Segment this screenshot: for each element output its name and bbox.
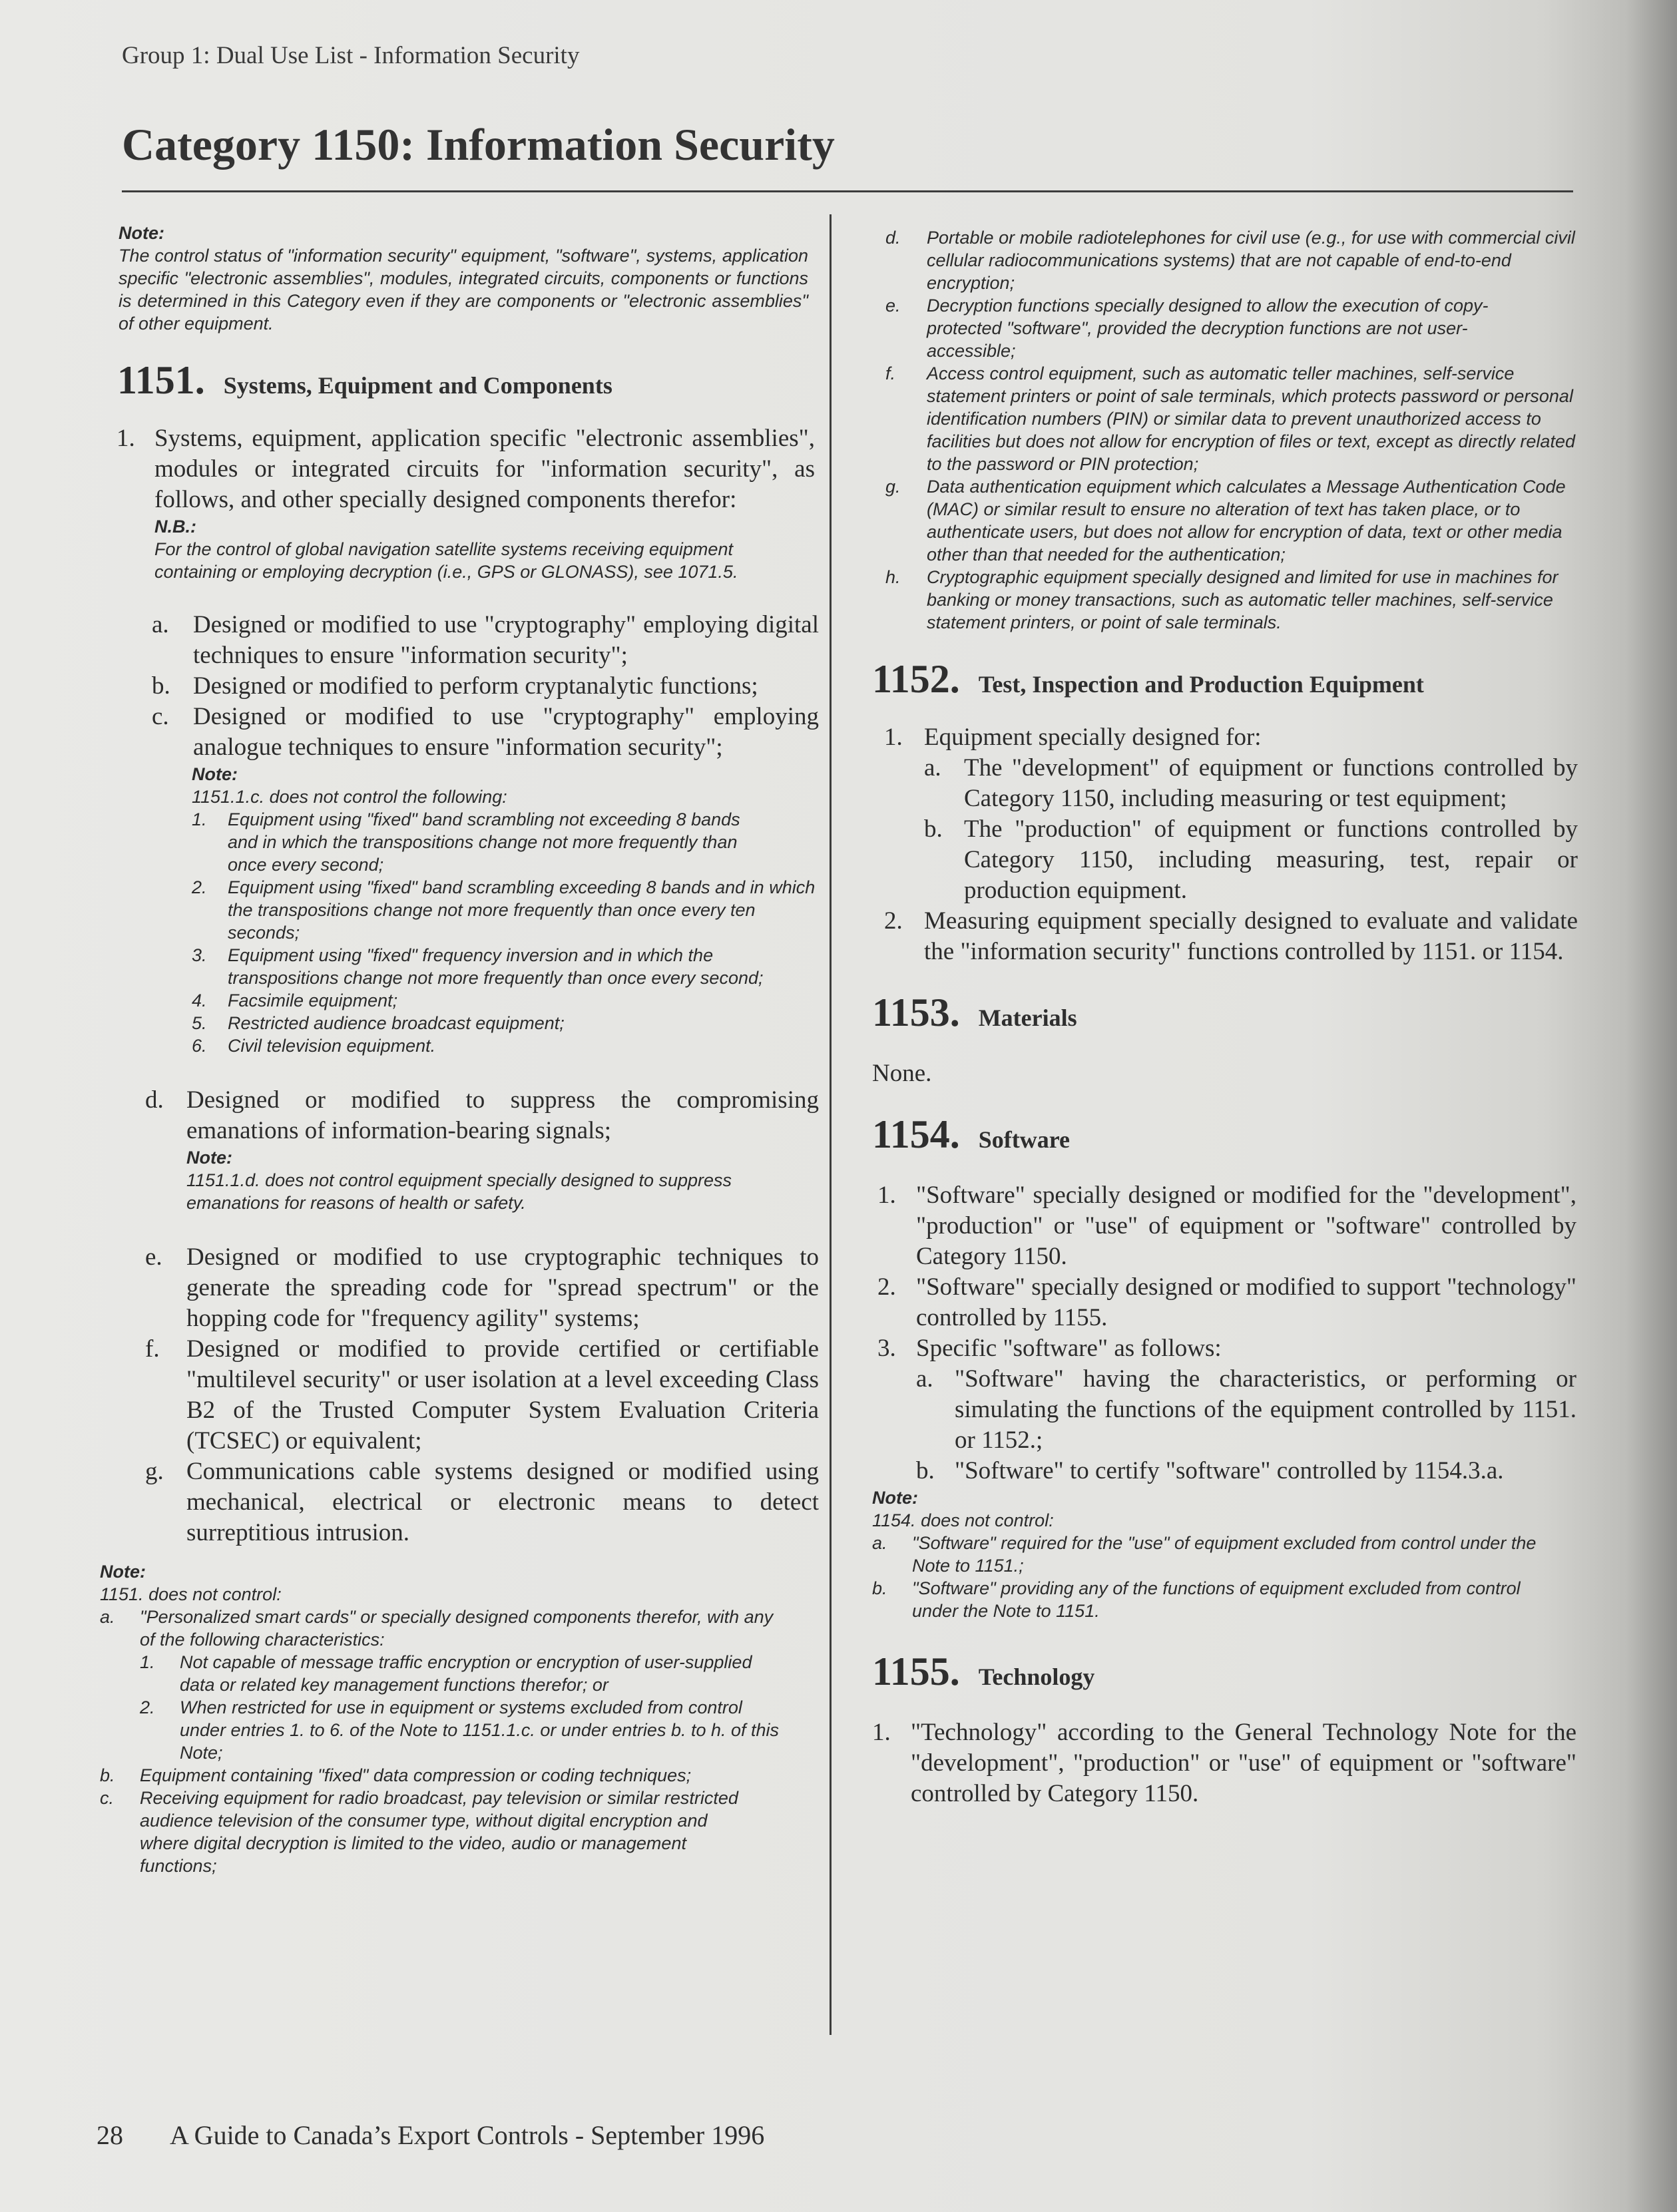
note-list-item bbox=[192, 808, 818, 876]
note-1151 bbox=[100, 1560, 792, 1877]
item-marker: 1. bbox=[872, 1719, 891, 1746]
note-marker: 5. bbox=[192, 1013, 207, 1033]
item-marker: d. bbox=[145, 1086, 164, 1114]
note-list-item-f bbox=[872, 362, 1578, 475]
item-text: "Software" having the characteristics, or performing or simulating the functions of the equipment controlled by 1151. or 1152.; bbox=[955, 1365, 1576, 1454]
item-text: Systems, equipment, application specific "electronic assemblies", modules or integrated circuits for "information security", as follows, and other specially designed components therefor: bbox=[154, 425, 815, 513]
note-item-text: Restricted audience broadcast equipment; bbox=[228, 1013, 565, 1033]
section-1151-body bbox=[100, 423, 819, 1548]
note-item-text: Receiving equipment for radio broadcast, pay television or similar restricted audience television of the consumer type, without digital encryption and where digital decryption is limited to the video, audio or management functions; bbox=[140, 1788, 738, 1876]
note-list-item-a bbox=[100, 1606, 792, 1651]
item-text: Designed or modified to use "cryptography" employing digital techniques to ensure "information security"; bbox=[193, 611, 819, 669]
section-title: Software bbox=[978, 1126, 1071, 1153]
note-marker: 1. bbox=[140, 1652, 155, 1672]
note-marker: a. bbox=[100, 1607, 115, 1627]
item-text: Equipment specially designed for: bbox=[924, 724, 1262, 751]
note-marker: b. bbox=[100, 1765, 115, 1785]
list-item-e bbox=[145, 1242, 819, 1334]
item-text: "Software" specially designed or modified to support "technology" controlled by 1155. bbox=[916, 1273, 1576, 1331]
note-marker: 2. bbox=[192, 877, 207, 897]
list-item-g bbox=[145, 1456, 819, 1548]
list-item-d bbox=[145, 1085, 819, 1146]
note-marker: a. bbox=[872, 1533, 887, 1553]
list-item-b bbox=[916, 1456, 1578, 1486]
list-item-c bbox=[152, 702, 819, 763]
list-item-1 bbox=[117, 423, 819, 515]
list-item-a bbox=[916, 1364, 1578, 1456]
note-marker: f. bbox=[885, 363, 896, 383]
column-divider bbox=[830, 214, 832, 2035]
note-text: 1151.1.d. does not control equipment specially designed to suppress emanations for reasons of health or safety. bbox=[186, 1170, 732, 1213]
section-number: 1155. bbox=[872, 1650, 960, 1693]
note-marker: e. bbox=[885, 296, 901, 316]
section-number: 1154. bbox=[872, 1112, 960, 1156]
note-item-text: When restricted for use in equipment or systems excluded from control under entries 1. to 6. of the Note to 1151.1.c. or under entries b. to h. of this Note; bbox=[180, 1697, 780, 1763]
note-sub-item bbox=[140, 1651, 792, 1696]
section-title: Materials bbox=[978, 1004, 1077, 1031]
list-item-f bbox=[145, 1334, 819, 1456]
item-marker: b. bbox=[916, 1457, 935, 1484]
note-1154 bbox=[872, 1486, 1545, 1622]
item-marker: g. bbox=[145, 1458, 164, 1485]
note-1151-1c bbox=[192, 763, 818, 1057]
note-item-text: Equipment using "fixed" frequency inversion and in which the transpositions change not more frequently than once every second; bbox=[228, 945, 764, 988]
item-text: Designed or modified to suppress the compromising emanations of information-bearing signals; bbox=[186, 1086, 819, 1144]
note-list-item-c bbox=[100, 1787, 792, 1877]
item-text: Measuring equipment specially designed to evaluate and validate the "information security" functions controlled by 1151. or 1154. bbox=[924, 907, 1578, 965]
item-marker: a. bbox=[924, 754, 941, 781]
note-marker: h. bbox=[885, 567, 901, 587]
item-text: "Software" specially designed or modified for the "development", "production" or "use" of equipment or "software" controlled by Category 1150. bbox=[916, 1182, 1576, 1270]
note-marker: d. bbox=[885, 228, 901, 248]
note-list-item bbox=[192, 1034, 818, 1057]
section-heading-1155 bbox=[872, 1649, 1578, 1695]
note-marker: 1. bbox=[192, 809, 207, 829]
note-list-item-a bbox=[872, 1532, 1545, 1577]
section-title: Systems, Equipment and Components bbox=[223, 372, 612, 399]
note-item-text: Access control equipment, such as automatic teller machines, self-service statement printers or point of sale terminals, which protects password or personal identification numbers (PIN) or similar data to prevent unauthorized access to facilities but does not allow for encryption of files or text, except as directly related to the password or PIN protection; bbox=[927, 363, 1575, 474]
note-marker: c. bbox=[100, 1788, 115, 1808]
note-list-item-g bbox=[872, 475, 1578, 566]
note-list-item bbox=[192, 944, 818, 989]
note-label: Note: bbox=[186, 1148, 232, 1168]
note-item-text: "Software" providing any of the functions of equipment excluded from control under the Note to 1151. bbox=[912, 1578, 1521, 1621]
intro-note bbox=[119, 222, 808, 335]
item-marker: 2. bbox=[884, 907, 903, 935]
note-label: Note: bbox=[192, 764, 238, 784]
note-label: Note: bbox=[119, 223, 164, 243]
item-marker: 1. bbox=[877, 1182, 896, 1209]
item-text: Communications cable systems designed or modified using mechanical, electrical or electronic means to detect surreptitious intrusion. bbox=[186, 1458, 819, 1546]
note-item-text: "Personalized smart cards" or specially designed components therefor, with any of the following characteristics: bbox=[140, 1607, 774, 1650]
title-rule bbox=[122, 190, 1573, 192]
note-list-item-e bbox=[872, 294, 1578, 362]
note-text: The control status of "information security" equipment, "software", systems, application specific "electronic assemblies", modules, integrated circuits, components or functions is determined in this Category even if they are components or "electronic assemblies" of other equipment. bbox=[119, 246, 808, 333]
item-marker: 1. bbox=[117, 425, 135, 452]
item-marker: a. bbox=[916, 1365, 933, 1393]
note-item-text: Data authentication equipment which calculates a Message Authentication Code (MAC) or similar result to ensure no alteration of text has taken place, or to authenticate users, but does not allow for encryption of data, text or other media other than that needed for the authentication; bbox=[927, 477, 1566, 564]
list-item-2 bbox=[877, 1272, 1578, 1333]
note-marker: 3. bbox=[192, 945, 207, 965]
note-list-item-h bbox=[872, 566, 1578, 634]
note-item-text: Not capable of message traffic encryption or encryption of user-supplied data or related key management functions therefor; or bbox=[180, 1652, 752, 1695]
section-number: 1153. bbox=[872, 991, 960, 1034]
list-item-b bbox=[152, 671, 819, 702]
note-1151-1d bbox=[186, 1146, 819, 1214]
note-item-text: Cryptographic equipment specially designed and limited for use in machines for banking or money transactions, such as automatic teller machines, self-service statement printers, or point of sale terminals. bbox=[927, 567, 1558, 632]
note-1151-continued bbox=[872, 226, 1578, 634]
note-item-text: Civil television equipment. bbox=[228, 1036, 436, 1056]
item-text: Designed or modified to provide certified or certifiable "multilevel security" or user isolation at a level exceeding Class B2 of the Trusted Computer System Evaluation Criteria (TCSEC) or equivalent; bbox=[186, 1335, 819, 1454]
item-text: Designed or modified to use cryptographic techniques to generate the spreading code for "spread spectrum" or the hopping code for "frequency agility" systems; bbox=[186, 1243, 819, 1332]
note-item-text: Equipment using "fixed" band scrambling exceeding 8 bands and in which the transpositions change not more frequently than once every ten seconds; bbox=[228, 877, 816, 943]
item-marker: b. bbox=[924, 815, 943, 843]
running-header: Group 1: Dual Use List - Information Security bbox=[122, 42, 580, 69]
list-item-a bbox=[152, 610, 819, 671]
section-number: 1151. bbox=[117, 358, 205, 402]
section-1153-body: None. bbox=[872, 1060, 932, 1087]
item-marker: 2. bbox=[877, 1273, 896, 1301]
section-1155-body bbox=[872, 1717, 1578, 1809]
note-list-item-b bbox=[100, 1764, 792, 1787]
note-marker: b. bbox=[872, 1578, 887, 1598]
note-item-text: "Software" required for the "use" of equipment excluded from control under the Note to 1151.; bbox=[912, 1533, 1537, 1576]
note-marker: 2. bbox=[140, 1697, 155, 1717]
section-heading-1154 bbox=[872, 1112, 1578, 1158]
list-item-1 bbox=[872, 1717, 1578, 1809]
item-text: The "development" of equipment or functions controlled by Category 1150, including measuring or test equipment; bbox=[964, 754, 1578, 812]
note-label: Note: bbox=[100, 1562, 146, 1582]
section-title: Test, Inspection and Production Equipment bbox=[978, 671, 1424, 698]
note-intro: 1151. does not control: bbox=[100, 1584, 282, 1604]
left-column bbox=[100, 222, 819, 1877]
item-text: The "production" of equipment or functions controlled by Category 1150, including measuring, test, repair or production equipment. bbox=[964, 815, 1578, 904]
note-list-item-b bbox=[872, 1577, 1545, 1622]
list-item-a bbox=[924, 753, 1578, 814]
item-text: "Software" to certify "software" controlled by 1154.3.a. bbox=[955, 1457, 1504, 1484]
section-number: 1152. bbox=[872, 657, 960, 701]
note-item-text: Equipment using "fixed" band scrambling not exceeding 8 bands and in which the transpositions change not more frequently than once every second; bbox=[228, 809, 740, 875]
note-item-text: Decryption functions specially designed to allow the execution of copy-protected "software", provided the decryption functions are not user-accessible; bbox=[927, 296, 1489, 361]
note-label: Note: bbox=[872, 1488, 918, 1508]
note-list-item bbox=[192, 876, 818, 944]
item-marker: 1. bbox=[884, 724, 903, 751]
nb-note bbox=[154, 515, 817, 583]
note-intro: 1151.1.c. does not control the following: bbox=[192, 787, 507, 807]
list-item-3 bbox=[877, 1333, 1578, 1364]
section-1154-body bbox=[872, 1180, 1578, 1486]
section-1152-body bbox=[872, 722, 1578, 967]
note-list-item bbox=[192, 1012, 818, 1034]
right-column bbox=[872, 226, 1578, 1809]
note-list-item-d bbox=[872, 226, 1578, 294]
page-title: Category 1150: Information Security bbox=[122, 119, 835, 170]
note-marker: g. bbox=[885, 477, 901, 497]
item-text: Specific "software" as follows: bbox=[916, 1335, 1222, 1362]
page-footer bbox=[97, 2119, 764, 2151]
note-marker: 6. bbox=[192, 1036, 207, 1056]
section-title: Technology bbox=[978, 1663, 1095, 1690]
item-marker: 3. bbox=[877, 1335, 896, 1362]
item-text: Designed or modified to use "cryptography" employing analogue techniques to ensure "information security"; bbox=[193, 703, 819, 761]
note-list-item bbox=[192, 989, 818, 1012]
section-heading-1151 bbox=[117, 357, 819, 403]
note-intro: 1154. does not control: bbox=[872, 1510, 1054, 1530]
list-item-1 bbox=[877, 1180, 1578, 1272]
note-item-text: Facsimile equipment; bbox=[228, 991, 398, 1010]
item-marker: c. bbox=[152, 703, 169, 730]
section-heading-1153 bbox=[872, 990, 1578, 1036]
list-item-2 bbox=[884, 906, 1578, 967]
nb-text: For the control of global navigation satellite systems receiving equipment containing or employing decryption (i.e., GPS or GLONASS), see 1071.5. bbox=[154, 539, 738, 582]
footer-text: A Guide to Canada’s Export Controls - September 1996 bbox=[170, 2120, 765, 2150]
nb-label: N.B.: bbox=[154, 517, 196, 537]
item-text: "Technology" according to the General Technology Note for the "development", "production" or "use" of equipment or "software" controlled by Category 1150. bbox=[911, 1719, 1576, 1807]
item-text: Designed or modified to perform cryptanalytic functions; bbox=[193, 672, 758, 700]
section-heading-1152 bbox=[872, 656, 1578, 702]
list-item-b bbox=[924, 814, 1578, 906]
page-number: 28 bbox=[97, 2120, 123, 2150]
note-item-text: Portable or mobile radiotelephones for civil use (e.g., for use with commercial civil cellular radiocommunications systems) that are not capable of end-to-end encryption; bbox=[927, 228, 1575, 293]
note-sub-item bbox=[140, 1696, 792, 1764]
note-marker: 4. bbox=[192, 991, 207, 1010]
item-marker: f. bbox=[145, 1335, 160, 1363]
item-marker: a. bbox=[152, 611, 169, 638]
list-item-1 bbox=[884, 722, 1578, 753]
note-item-text: Equipment containing "fixed" data compression or coding techniques; bbox=[140, 1765, 692, 1785]
item-marker: e. bbox=[145, 1243, 162, 1271]
item-marker: b. bbox=[152, 672, 170, 700]
